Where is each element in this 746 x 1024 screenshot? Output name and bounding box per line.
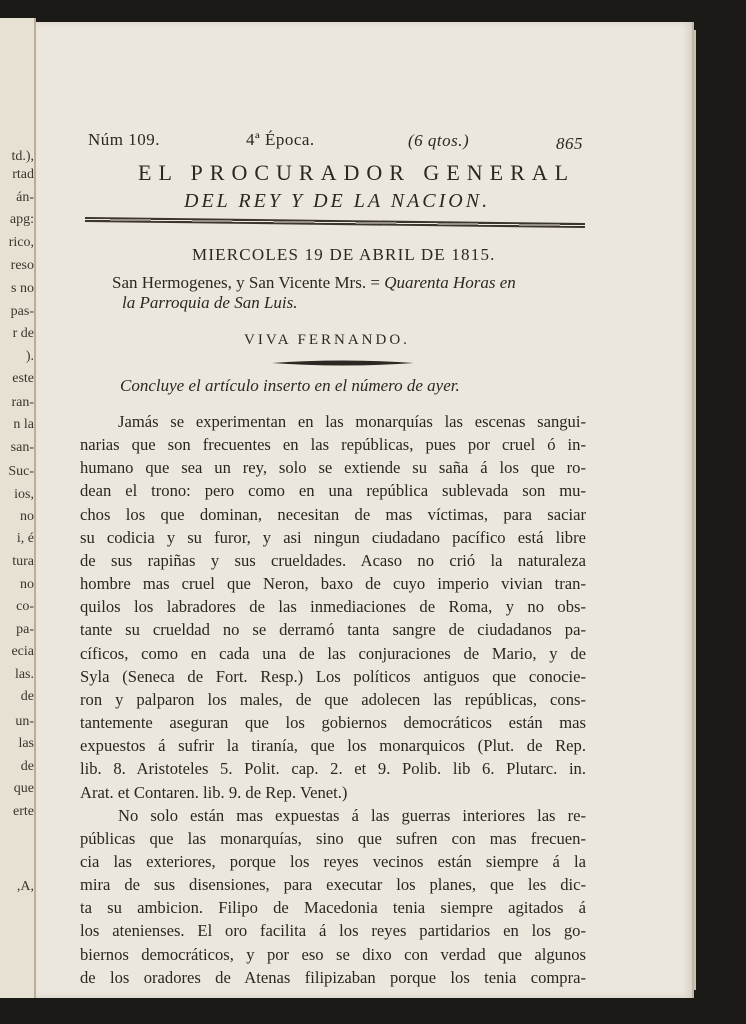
body-line: biernos democráticos, y por eso se dixo con verdad que algunos [80,944,586,964]
body-line: No solo están mas expuestas á las guerras interiores las re- [118,805,586,825]
body-line: su codicia y su furor, y asi ningun ciudadano pacífico está libre [80,527,586,547]
quires-label: (6 qtos.) [408,131,470,150]
left-page-fragment: de [20,690,34,704]
left-page-fragment: co- [16,600,34,614]
body-line: quilos los labradores de las inmediaciones de Roma, y no obs- [80,597,586,617]
left-page-fragment: r de [12,327,34,341]
left-page-fragment: ran- [11,396,34,410]
left-page-fragment: td.), [11,150,34,164]
left-page-fragment: Suc- [8,465,34,479]
body-line: Syla (Seneca de Fort. Resp.) Los políticos antiguos que conocie- [80,666,586,686]
left-page-fragment: de [20,760,34,774]
left-page-fragment: tura [12,555,34,569]
left-page-fragment: las. [14,668,34,682]
left-page-fragment: pas- [10,305,34,319]
viva-heading: VIVA FERNANDO. [244,332,410,348]
body-line: cia las exteriores, porque los reyes vecinos están siempre á la [80,851,586,871]
body-line: mira de sus disensiones, para executar los planes, que les dic- [80,875,586,895]
left-page-fragment: las [18,737,34,751]
adjacent-page-edge [0,18,36,998]
left-page-fragment: ,A, [16,880,34,894]
saints-line-2: la Parroquia de San Luis. [122,293,298,312]
ornament-rule-icon [272,358,414,368]
body-line: los atenienses. El oro facilita á los reyes partidarios en los go- [80,921,586,941]
saints-text: San Hermogenes, y San Vicente Mrs. = [112,273,385,292]
dateline: MIERCOLES 19 DE ABRIL DE 1815. [192,245,496,264]
left-page-fragment: rico, [8,236,34,250]
body-line: cíficos, como en cada una de las conjuraciones de Mario, y de [80,643,586,663]
saints-line-1 [112,273,516,293]
left-page-fragment: san- [10,441,34,455]
left-page-fragment: no [20,510,34,524]
body-line: lib. 8. Aristoteles 5. Polit. cap. 2. et 9. Polib. lib 6. Plutarc. in. [80,759,586,779]
epoch-label: 4ª Época. [246,130,315,149]
left-page-fragment: i, é [16,532,34,546]
issue-number: Núm 109. [88,130,160,149]
body-line: de sus rapiñas y sus crueldades. Acaso no crió la naturaleza [80,550,586,570]
body-line: públicas que las monarquías, sino que sufren con mas frecuen- [80,828,586,848]
masthead-title: EL PROCURADOR GENERAL [138,160,576,185]
body-line: humano que sea un rey, solo se extiende su saña á los que ro- [80,458,586,478]
body-line: expuestos á sufrir la tiranía, que los monarquicos (Plut. de Rep. [80,736,586,756]
left-page-fragment: pa- [16,623,34,637]
saints-devotion: Quarenta Horas en [384,273,516,292]
body-line: hombre mas cruel que Neron, baxo de cuyo imperio vivian tran- [80,574,586,594]
left-page-fragment: n la [13,418,34,432]
left-page-fragment: apg: [9,213,34,227]
left-page-fragment: rtad [12,168,34,182]
left-page-fragment: án- [16,191,34,205]
left-page-fragment: no [20,578,34,592]
body-line: narias que son frecuentes en las repúblicas, pues por cruel ó in- [80,435,586,455]
body-line: ron y palparon los males, de que adolecen las repúblicas, cons- [80,689,586,709]
body-line: Arat. et Contaren. lib. 9. de Rep. Venet.) [80,782,348,802]
article-body [80,410,586,989]
left-page-fragment: este [12,372,34,386]
left-page-fragment: erte [13,805,34,819]
body-line: chos los que dominan, necesitan de mas víctimas, para saciar [80,504,586,524]
lede-line: Concluye el artículo inserto en el número de ayer. [120,376,460,395]
masthead-subtitle: DEL REY Y DE LA NACION. [184,190,491,212]
left-page-fragment: ios, [14,488,34,502]
body-line: de los oradores de Atenas filipizaban porque los tenia compra- [80,967,586,987]
left-page-fragment: ecia [11,645,34,659]
body-line: tante su crueldad no se derramó tanta sangre de ciudadanos pa- [80,620,586,640]
left-page-fragment: s no [11,282,34,296]
body-line: ta su ambicion. Filipo de Macedonia tenia siempre agitados á [80,898,586,918]
page-number: 865 [556,134,583,153]
body-line: tantemente aseguran que los gobiernos democráticos están mas [80,713,586,733]
left-page-fragment: reso [10,259,34,273]
left-page-fragment: que [13,782,34,796]
body-line: dean el trono: pero como en una república sublevada son mu- [80,481,586,501]
left-page-fragment: ). [25,350,34,364]
body-line: Jamás se experimentan en las monarquías las escenas sangui- [118,412,586,431]
left-page-fragment: un- [15,715,34,729]
